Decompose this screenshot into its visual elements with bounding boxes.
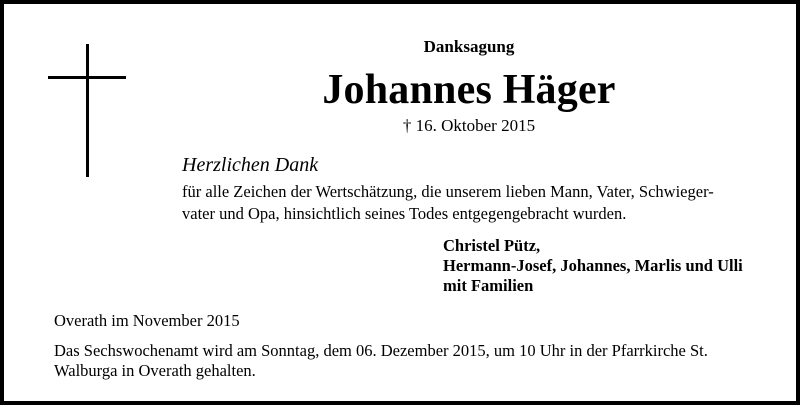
thanks-text [182, 181, 782, 225]
deceased-name: Johannes Häger [322, 67, 616, 113]
thanks-text-line: für alle Zeichen der Wertschätzung, die unserem lieben Mann, Vater, Schwieger- [182, 182, 714, 201]
place-and-date: Overath im November 2015 [54, 311, 240, 330]
signers-block [443, 236, 743, 296]
thanks-text-line: vater und Opa, hinsichtlich seines Todes entgegengebracht wurden. [182, 204, 627, 223]
service-announcement [54, 341, 774, 381]
thanks-title: Herzlichen Dank [182, 154, 319, 176]
service-line: Das Sechswochenamt wird am Sonntag, dem 06. Dezember 2015, um 10 Uhr in der Pfarrkirche St. [54, 341, 708, 360]
service-line: Walburga in Overath gehalten. [54, 361, 256, 380]
death-date: † 16. Oktober 2015 [402, 116, 536, 135]
signer-line: mit Familien [443, 276, 534, 295]
notice-heading: Danksagung [423, 37, 515, 56]
signer-line: Hermann-Josef, Johannes, Marlis und Ulli [443, 256, 743, 275]
signer-line: Christel Pütz, [443, 236, 541, 255]
